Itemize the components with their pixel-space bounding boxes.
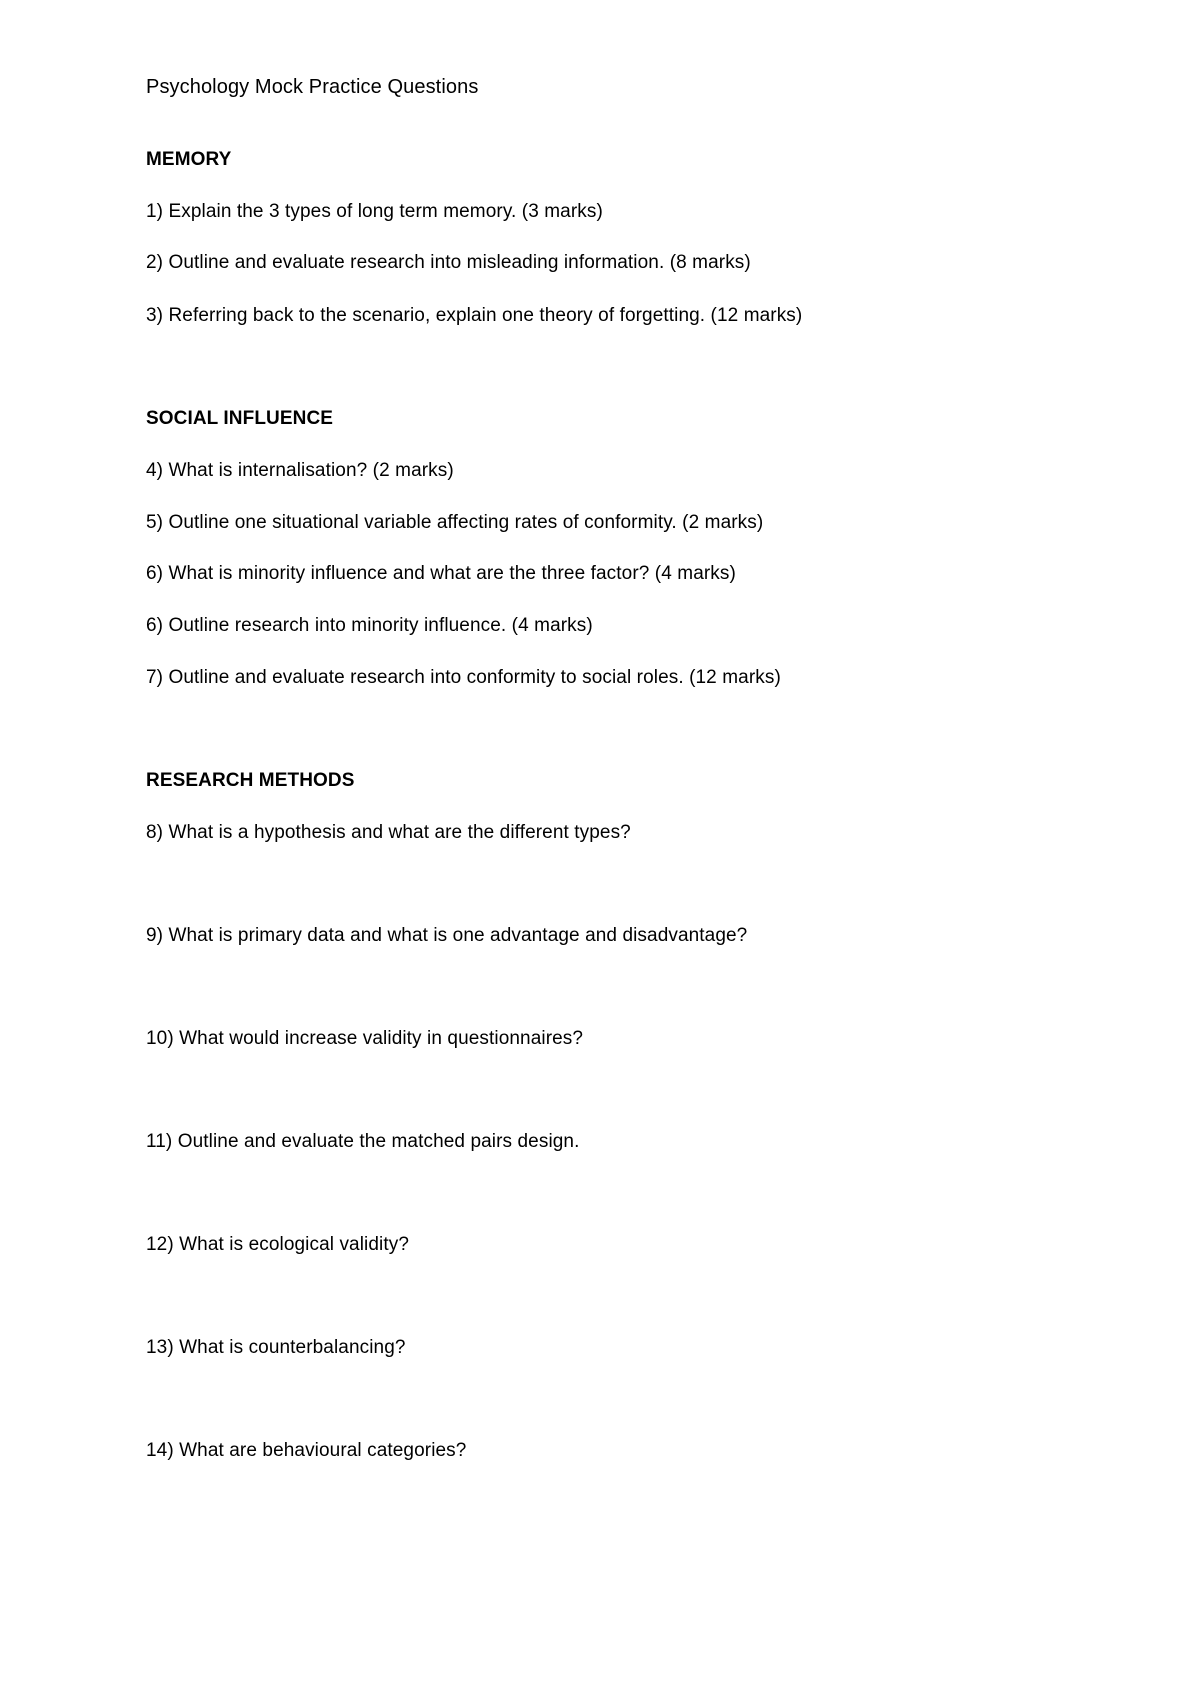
document-title: Psychology Mock Practice Questions xyxy=(146,76,479,98)
question-item: 14) What are behavioural categories? xyxy=(146,1440,467,1461)
question-item: 7) Outline and evaluate research into conformity to social roles. (12 marks) xyxy=(146,667,781,688)
question-item: 4) What is internalisation? (2 marks) xyxy=(146,460,454,481)
question-item: 2) Outline and evaluate research into misleading information. (8 marks) xyxy=(146,252,751,273)
question-item: 6) Outline research into minority influence. (4 marks) xyxy=(146,615,593,636)
question-item: 9) What is primary data and what is one advantage and disadvantage? xyxy=(146,925,748,946)
section-heading-research-methods: RESEARCH METHODS xyxy=(146,770,355,791)
question-item: 11) Outline and evaluate the matched pairs design. xyxy=(146,1131,580,1152)
section-heading-memory: MEMORY xyxy=(146,149,232,170)
question-item: 6) What is minority influence and what are the three factor? (4 marks) xyxy=(146,563,736,584)
question-item: 1) Explain the 3 types of long term memory. (3 marks) xyxy=(146,201,603,222)
question-item: 10) What would increase validity in questionnaires? xyxy=(146,1028,584,1049)
question-item: 5) Outline one situational variable affecting rates of conformity. (2 marks) xyxy=(146,512,764,533)
question-item: 8) What is a hypothesis and what are the different types? xyxy=(146,822,631,843)
question-item: 12) What is ecological validity? xyxy=(146,1234,409,1255)
section-heading-social-influence: SOCIAL INFLUENCE xyxy=(146,408,334,429)
question-item: 13) What is counterbalancing? xyxy=(146,1337,406,1358)
question-item: 3) Referring back to the scenario, explain one theory of forgetting. (12 marks) xyxy=(146,305,803,326)
